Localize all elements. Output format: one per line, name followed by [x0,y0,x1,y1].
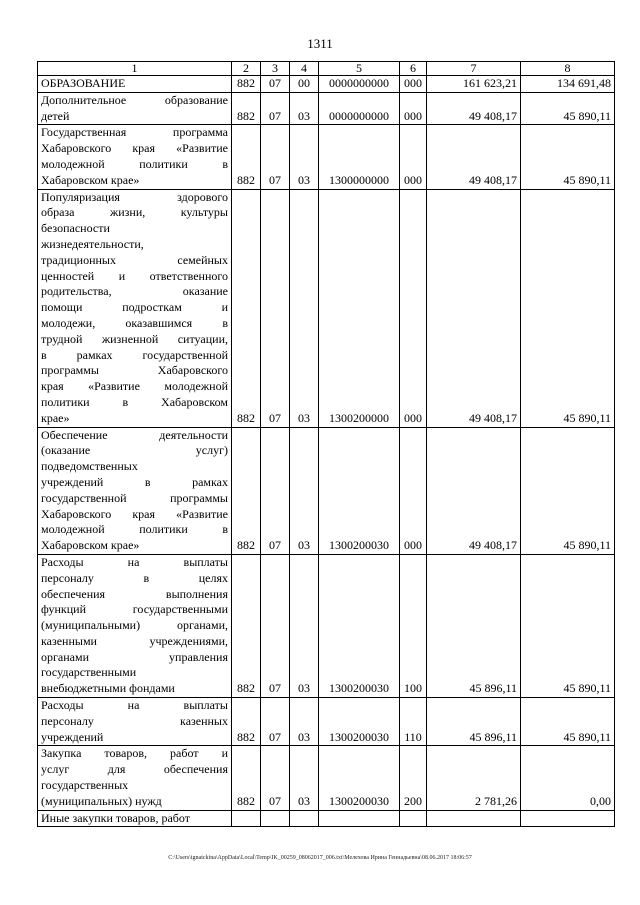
expense-item-name-line: функций государственными [41,602,228,617]
expense-item-name-line: Иные закупки товаров, работ [41,810,190,825]
target-article-code: 1300200030 [319,746,400,810]
column-header: 6 [400,62,427,76]
amount-col-7: 45 896,11 [427,554,521,697]
table-row [38,810,615,827]
expense-item-name-line: традиционных семейных [41,252,228,267]
table-header-row [38,62,615,76]
table-row [38,427,615,554]
ministry-code: 882 [232,746,261,810]
expense-item-name-line: учреждений в рамках [41,474,228,489]
target-article-code: 0000000000 [319,76,400,93]
expense-item-name-line: в рамках государственной [41,347,228,362]
target-article-code: 1300200030 [319,554,400,697]
table-row [38,746,615,810]
ministry-code: 882 [232,76,261,93]
column-header: 8 [521,62,615,76]
expense-item-name-line: органами управления [41,649,228,664]
expense-item-name-line: родительства, оказание [41,284,228,299]
table-row [38,698,615,746]
column-header: 4 [290,62,319,76]
expense-type-code: 100 [400,554,427,697]
table-row [38,76,615,93]
subsection-code: 03 [290,554,319,697]
amount-col-8: 45 890,11 [521,427,615,554]
expense-item-name-line: (муниципальными) органами, [41,618,228,633]
expense-item-name-line: услуг для обеспечения [41,762,228,777]
expense-item-name-line: (муниципальных) нужд [41,793,162,808]
amount-col-8: 45 890,11 [521,698,615,746]
subsection-code: 03 [290,698,319,746]
expense-item-name-line: программы Хабаровского [41,363,228,378]
expense-type-code [400,810,427,827]
section-code [261,810,290,827]
expense-item-name-line: безопасности [41,221,110,236]
subsection-code: 03 [290,125,319,189]
amount-col-8: 45 890,11 [521,189,615,427]
subsection-code [290,810,319,827]
expense-item-name [38,554,232,697]
expense-item-name-line: Расходы на выплаты [41,554,228,569]
expense-item-name-line: Расходы на выплаты [41,698,228,713]
table-row [38,189,615,427]
section-code: 07 [261,746,290,810]
expense-item-name-line: Обеспечение деятельности [41,427,228,442]
amount-col-7: 49 408,17 [427,92,521,125]
expense-item-name-line: (оказание услуг) [41,443,228,458]
subsection-code: 00 [290,76,319,93]
expense-item-name-line: Хабаровского края «Развитие [41,141,228,156]
expense-item-name-line: учреждений [41,729,104,744]
expense-item-name-line: персоналу казенных [41,713,228,728]
expense-item-name [38,92,232,125]
table-row [38,92,615,125]
expense-item-name-line: политики в Хабаровском [41,394,228,409]
ministry-code: 882 [232,92,261,125]
file-path-footer: C:\Users\ignatckina\AppData\Local\Temp\IK_00259_08062017_006.txt\Мелехова Ирина Геннадьевна\08.06.2017 18:06:57 [168,855,472,861]
expense-item-name-line: подведомственных [41,459,138,474]
amount-col-8: 45 890,11 [521,554,615,697]
ministry-code: 882 [232,189,261,427]
target-article-code: 1300200030 [319,427,400,554]
target-article-code: 1300200030 [319,698,400,746]
page-number: 1311 [307,36,333,51]
expense-item-name [38,698,232,746]
subsection-code: 03 [290,92,319,125]
expense-item-name-line: государственной программы [41,490,228,505]
subsection-code: 03 [290,427,319,554]
ministry-code [232,810,261,827]
amount-col-8: 0,00 [521,746,615,810]
table-row [38,554,615,697]
amount-col-7: 49 408,17 [427,427,521,554]
amount-col-7: 45 896,11 [427,698,521,746]
expense-item-name-line: Дополнительное образование [41,92,228,107]
expense-item-name-line: государственными [41,665,137,680]
expense-item-name [38,189,232,427]
expense-item-name-line: Государственная программа [41,125,228,140]
target-article-code [319,810,400,827]
expense-item-name-line: казенными учреждениями, [41,633,228,648]
column-header: 2 [232,62,261,76]
expense-type-code: 200 [400,746,427,810]
expense-item-name [38,427,232,554]
section-code: 07 [261,189,290,427]
section-code: 07 [261,76,290,93]
expense-item-name-line: крае» [41,410,70,425]
column-header: 7 [427,62,521,76]
expense-item-name-line: образа жизни, культуры [41,205,228,220]
expense-item-name-line: края «Развитие молодежной [41,379,228,394]
expense-item-name-line: Хабаровского края «Развитие [41,506,228,521]
amount-col-7: 49 408,17 [427,189,521,427]
ministry-code: 882 [232,427,261,554]
section-code: 07 [261,698,290,746]
expense-item-name-line: молодежной политики в [41,522,228,537]
target-article-code: 1300200000 [319,189,400,427]
expense-item-name-line: Популяризация здорового [41,189,228,204]
ministry-code: 882 [232,554,261,697]
expense-item-name-line: молодежи, оказавшимся в [41,315,228,330]
amount-col-7 [427,810,521,827]
budget-table [37,61,615,827]
expense-item-name-line: персоналу в целях [41,570,228,585]
expense-item-name-line: жизнедеятельности, [41,236,144,251]
expense-type-code: 000 [400,427,427,554]
amount-col-7: 2 781,26 [427,746,521,810]
amount-col-7: 161 623,21 [427,76,521,93]
expense-item-name-line: обеспечения выполнения [41,586,228,601]
amount-col-7: 49 408,17 [427,125,521,189]
expense-type-code: 000 [400,125,427,189]
expense-item-name-line: детей [41,108,70,123]
expense-item-name [38,746,232,810]
expense-type-code: 000 [400,92,427,125]
section-code: 07 [261,427,290,554]
expense-item-name-line: помощи подросткам и [41,300,228,315]
expense-type-code: 000 [400,189,427,427]
amount-col-8: 45 890,11 [521,125,615,189]
ministry-code: 882 [232,698,261,746]
expense-item-name-line: Хабаровском крае» [41,538,140,553]
expense-item-name-line: внебюджетными фондами [41,681,175,696]
expense-item-name-line: Хабаровском крае» [41,172,140,187]
expense-item-name-line: ОБРАЗОВАНИЕ [41,76,126,90]
target-article-code: 0000000000 [319,92,400,125]
expense-item-name-line: государственных [41,778,129,793]
expense-item-name-line: молодежной политики в [41,156,228,171]
section-code: 07 [261,125,290,189]
expense-type-code: 000 [400,76,427,93]
section-code: 07 [261,92,290,125]
expense-item-name-line: Закупка товаров, работ и [41,746,228,761]
expense-type-code: 110 [400,698,427,746]
ministry-code: 882 [232,125,261,189]
expense-item-name [38,125,232,189]
amount-col-8: 45 890,11 [521,92,615,125]
amount-col-8: 134 691,48 [521,76,615,93]
expense-item-name [38,810,232,827]
expense-item-name [38,76,232,93]
column-header: 1 [38,62,232,76]
section-code: 07 [261,554,290,697]
subsection-code: 03 [290,746,319,810]
table-row [38,125,615,189]
expense-item-name-line: трудной жизненной ситуации, [41,331,228,346]
subsection-code: 03 [290,189,319,427]
amount-col-8 [521,810,615,827]
target-article-code: 1300000000 [319,125,400,189]
column-header: 3 [261,62,290,76]
expense-item-name-line: ценностей и ответственного [41,268,228,283]
column-header: 5 [319,62,400,76]
